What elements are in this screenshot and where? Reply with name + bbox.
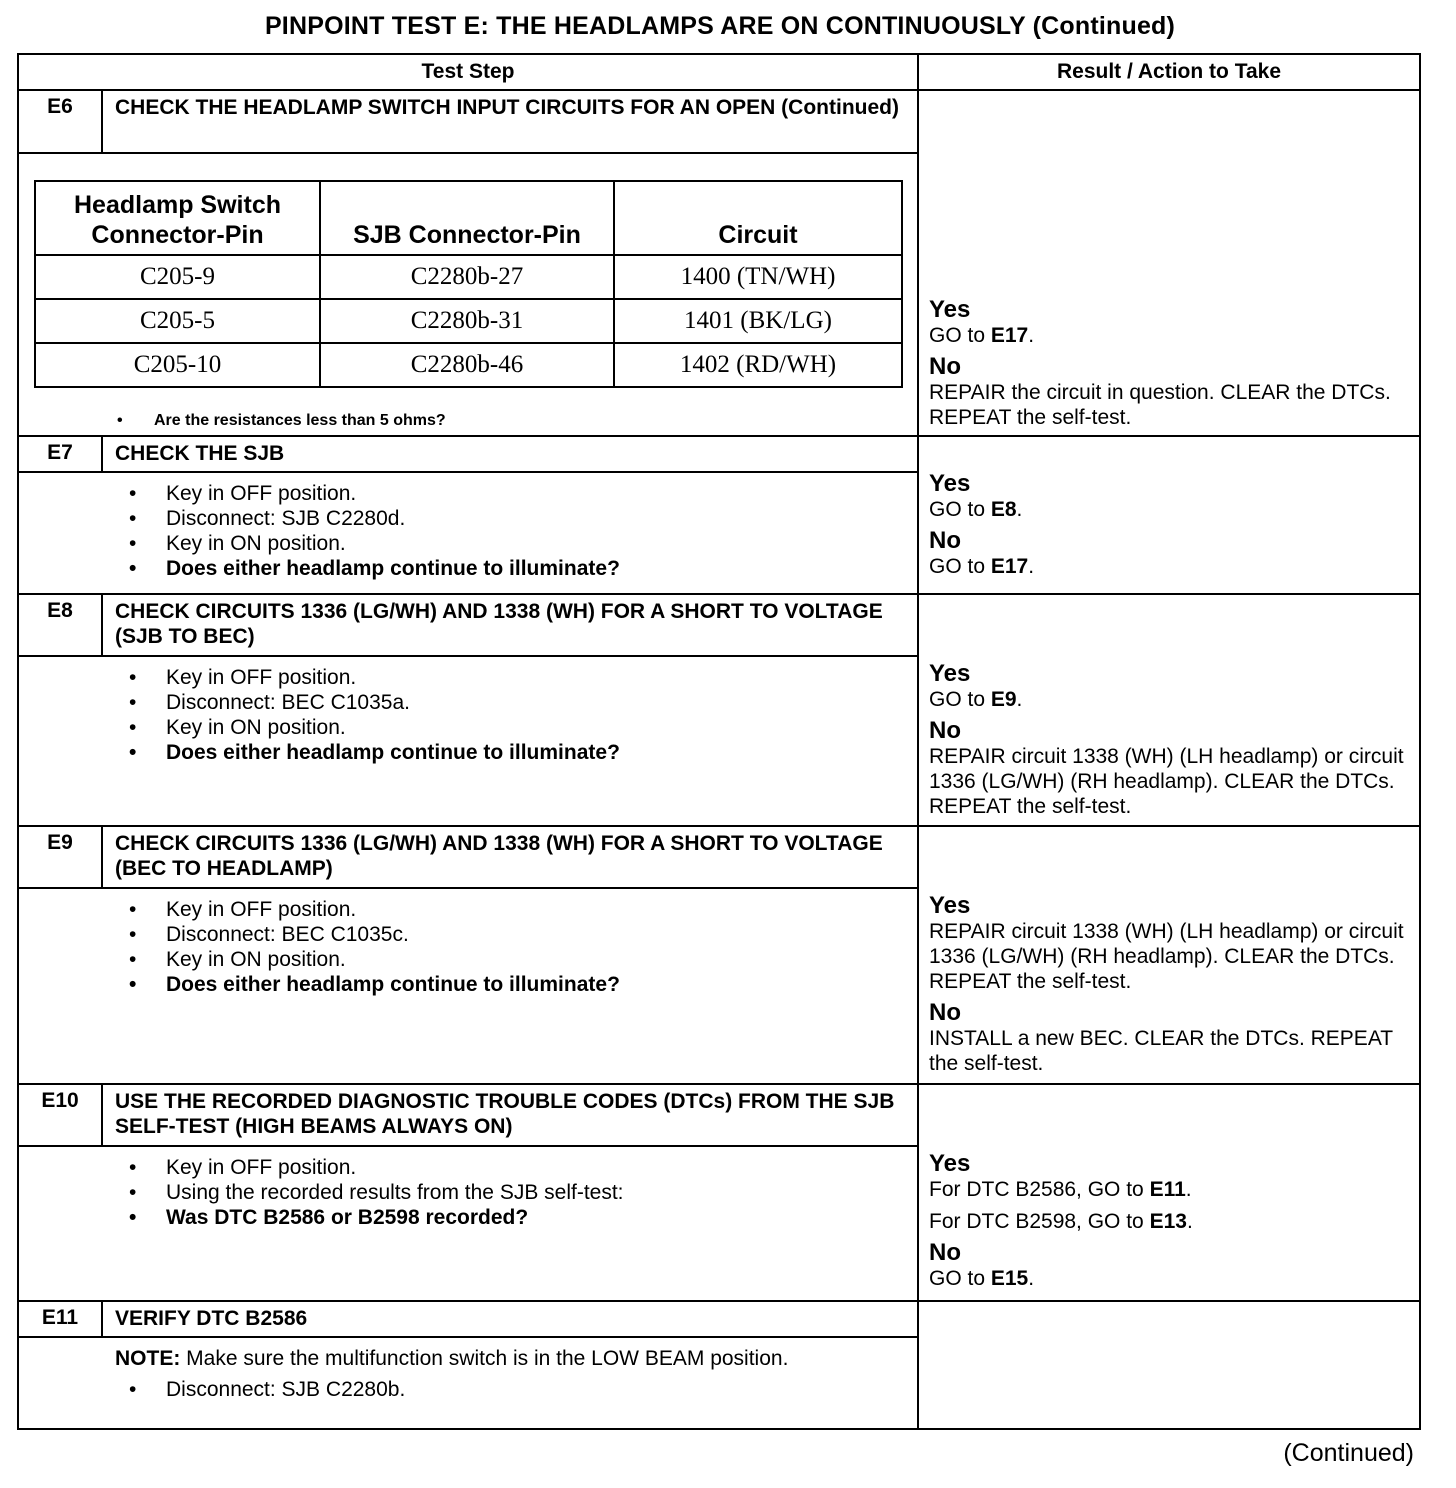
no-label: No <box>929 353 961 380</box>
step-e11-title-row <box>18 1301 1420 1337</box>
table-cell: C205-5 <box>35 299 320 343</box>
step-id: E8 <box>18 594 102 656</box>
list-item: • Are the resistances less than 5 ohms? <box>117 408 905 433</box>
list-item: • Disconnect: BEC C1035c. <box>129 922 905 947</box>
step-e8-result <box>918 594 1420 826</box>
step-e6-bullets <box>117 408 905 433</box>
step-e11-bullets <box>129 1377 905 1402</box>
step-e11-body <box>18 1337 918 1429</box>
step-e7-bullets <box>129 481 905 581</box>
table-cell: 1402 (RD/WH) <box>614 343 902 387</box>
step-id: E6 <box>18 90 102 153</box>
list-item: • Disconnect: BEC C1035a. <box>129 690 905 715</box>
pinpoint-test-table <box>17 53 1421 1430</box>
no-label: No <box>929 999 961 1026</box>
list-item: • Key in ON position. <box>129 531 905 556</box>
step-title: CHECK CIRCUITS 1336 (LG/WH) AND 1338 (WH) FOR A SHORT TO VOLTAGE (BEC TO HEADLAMP) <box>102 826 918 888</box>
yes-action: GO to E9. <box>929 688 1023 711</box>
no-action: GO to E17. <box>929 555 1035 578</box>
step-title: CHECK CIRCUITS 1336 (LG/WH) AND 1338 (WH) FOR A SHORT TO VOLTAGE (SJB TO BEC) <box>102 594 918 656</box>
step-e11-result <box>918 1301 1420 1429</box>
yes-label: Yes <box>929 660 971 687</box>
list-item: • Disconnect: SJB C2280d. <box>129 506 905 531</box>
step-e9-bullets <box>129 897 905 997</box>
step-e7-body <box>18 472 918 594</box>
step-e7-result <box>918 436 1420 594</box>
step-title: VERIFY DTC B2586 <box>102 1301 918 1337</box>
continued-label: (Continued) <box>1283 1439 1414 1467</box>
table-cell: C2280b-27 <box>320 255 614 299</box>
yes-action-b2586: For DTC B2586, GO to E11. <box>929 1178 1192 1201</box>
yes-label: Yes <box>929 296 971 323</box>
test-step-header: Test Step <box>18 54 918 90</box>
pin-table-header <box>35 181 902 255</box>
col-circuit: Circuit <box>614 181 902 255</box>
step-id: E7 <box>18 436 102 472</box>
no-action: INSTALL a new BEC. CLEAR the DTCs. REPEAT the self-test. <box>929 1027 1393 1075</box>
step-e8-title-row <box>18 594 1420 656</box>
yes-action: GO to E8. <box>929 498 1023 521</box>
step-e10-body <box>18 1146 918 1301</box>
no-action: REPAIR the circuit in question. CLEAR the DTCs. REPEAT the self-test. <box>929 381 1391 429</box>
step-e9-body <box>18 888 918 1084</box>
yes-action-b2598: For DTC B2598, GO to E13. <box>929 1210 1193 1233</box>
step-title: CHECK THE HEADLAMP SWITCH INPUT CIRCUITS FOR AN OPEN (Continued) <box>102 90 918 153</box>
table-cell: 1401 (BK/LG) <box>614 299 902 343</box>
yes-label: Yes <box>929 892 971 919</box>
list-item: • Does either headlamp continue to illuminate? <box>129 556 905 581</box>
list-item: • Key in ON position. <box>129 715 905 740</box>
list-item: • Disconnect: SJB C2280b. <box>129 1377 905 1402</box>
list-item: • Key in OFF position. <box>129 665 905 690</box>
step-e6-title-row <box>18 90 1420 153</box>
pin-circuit-table <box>34 180 903 388</box>
note-text: NOTE: Make sure the multifunction switch is in the LOW BEAM position. <box>115 1347 789 1370</box>
step-title: USE THE RECORDED DIAGNOSTIC TROUBLE CODES (DTCs) FROM THE SJB SELF-TEST (HIGH BEAMS ALWAYS ON) <box>102 1084 918 1146</box>
step-id: E9 <box>18 826 102 888</box>
table-cell: C205-10 <box>35 343 320 387</box>
table-row <box>35 255 902 299</box>
step-e7-title-row <box>18 436 1420 472</box>
list-item: • Was DTC B2586 or B2598 recorded? <box>129 1205 905 1230</box>
step-title: CHECK THE SJB <box>102 436 918 472</box>
table-row <box>35 299 902 343</box>
result-header: Result / Action to Take <box>918 54 1420 90</box>
step-e6-body <box>18 153 918 436</box>
step-id: E10 <box>18 1084 102 1146</box>
yes-label: Yes <box>929 1150 971 1177</box>
yes-action: GO to E17. <box>929 324 1035 347</box>
header-row <box>18 54 1420 90</box>
yes-label: Yes <box>929 470 971 497</box>
table-cell: 1400 (TN/WH) <box>614 255 902 299</box>
list-item: • Key in OFF position. <box>129 897 905 922</box>
col-sjb-pin: SJB Connector-Pin <box>320 181 614 255</box>
step-e9-result <box>918 826 1420 1084</box>
table-cell: C2280b-31 <box>320 299 614 343</box>
step-e10-title-row <box>18 1084 1420 1146</box>
table-cell: C205-9 <box>35 255 320 299</box>
list-item: • Does either headlamp continue to illuminate? <box>129 972 905 997</box>
no-action: GO to E15. <box>929 1267 1035 1290</box>
step-e10-result <box>918 1084 1420 1301</box>
no-label: No <box>929 1239 961 1266</box>
list-item: • Key in OFF position. <box>129 1155 905 1180</box>
table-cell: C2280b-46 <box>320 343 614 387</box>
step-id: E11 <box>18 1301 102 1337</box>
step-e9-title-row <box>18 826 1420 888</box>
step-e8-bullets <box>129 665 905 765</box>
step-e8-body <box>18 656 918 826</box>
yes-action: REPAIR circuit 1338 (WH) (LH headlamp) or circuit 1336 (LG/WH) (RH headlamp). CLEAR the DTCs. REPEAT the self-test. <box>929 920 1404 993</box>
page-title: PINPOINT TEST E: THE HEADLAMPS ARE ON CONTINUOUSLY (Continued) <box>264 12 1176 40</box>
col-headlamp-switch-pin: Headlamp Switch Connector-Pin <box>35 181 320 255</box>
step-e10-bullets <box>129 1155 905 1230</box>
no-label: No <box>929 527 961 554</box>
list-item: • Key in OFF position. <box>129 481 905 506</box>
list-item: • Does either headlamp continue to illuminate? <box>129 740 905 765</box>
list-item: • Key in ON position. <box>129 947 905 972</box>
step-e6-result <box>918 90 1420 436</box>
no-action: REPAIR circuit 1338 (WH) (LH headlamp) or circuit 1336 (LG/WH) (RH headlamp). CLEAR the DTCs. REPEAT the self-test. <box>929 745 1404 818</box>
no-label: No <box>929 717 961 744</box>
list-item: • Using the recorded results from the SJB self-test: <box>129 1180 905 1205</box>
table-row <box>35 343 902 387</box>
